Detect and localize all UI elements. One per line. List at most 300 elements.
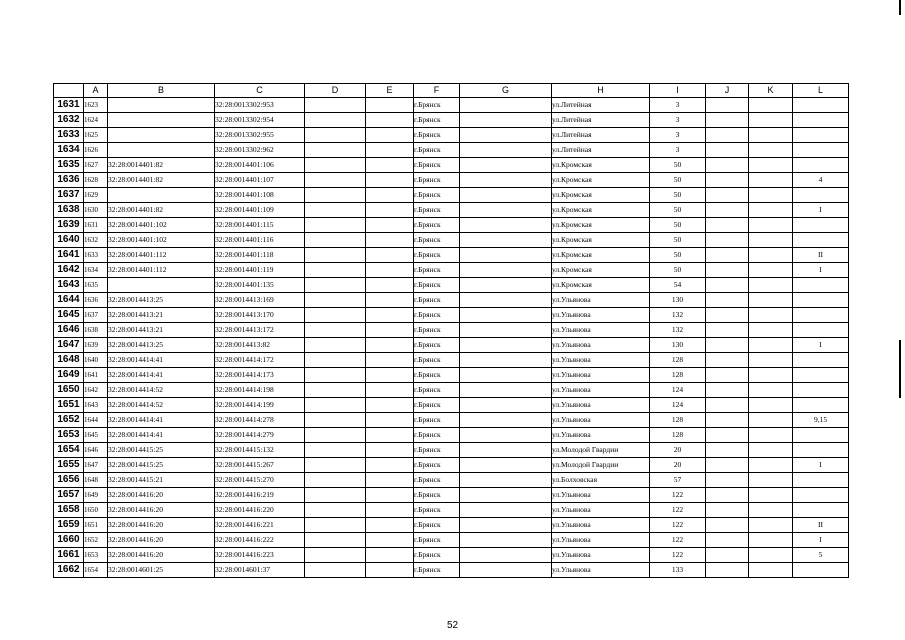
cell-f: г.Брянск <box>414 158 460 173</box>
cell-k <box>749 248 793 263</box>
cell-a: 1642 <box>84 383 108 398</box>
cell-d <box>305 113 366 128</box>
cell-c: 32:28:0014414:199 <box>215 398 305 413</box>
row-number-cell: 1631 <box>54 98 84 113</box>
cell-i: 128 <box>650 368 706 383</box>
cell-a: 1635 <box>84 278 108 293</box>
cell-a: 1639 <box>84 338 108 353</box>
table-row <box>54 293 849 308</box>
cell-b: 32:28:0014414:41 <box>108 413 215 428</box>
cell-k <box>749 518 793 533</box>
cell-b <box>108 188 215 203</box>
cell-a: 1628 <box>84 173 108 188</box>
cell-k <box>749 113 793 128</box>
table-row <box>54 368 849 383</box>
cell-b: 32:28:0014401:82 <box>108 158 215 173</box>
cell-g <box>460 158 552 173</box>
table-row <box>54 548 849 563</box>
table-row <box>54 503 849 518</box>
cell-j <box>706 443 749 458</box>
table-row <box>54 473 849 488</box>
cell-h: ул.Литейная <box>552 113 650 128</box>
cell-i: 54 <box>650 278 706 293</box>
cell-l <box>793 188 849 203</box>
cell-d <box>305 458 366 473</box>
cell-j <box>706 158 749 173</box>
table-row <box>54 458 849 473</box>
cell-c: 32:28:0013302:953 <box>215 98 305 113</box>
cell-k <box>749 443 793 458</box>
cell-g <box>460 533 552 548</box>
cell-b: 32:28:0014414:41 <box>108 368 215 383</box>
cell-k <box>749 293 793 308</box>
cell-c: 32:28:0013302:962 <box>215 143 305 158</box>
row-number-cell: 1659 <box>54 518 84 533</box>
cell-l <box>793 323 849 338</box>
column-header-e: E <box>366 84 414 98</box>
cell-d <box>305 368 366 383</box>
cell-b: 32:28:0014413:25 <box>108 293 215 308</box>
cell-h: ул.Кромская <box>552 203 650 218</box>
cell-i: 50 <box>650 203 706 218</box>
cell-j <box>706 563 749 578</box>
cell-i: 3 <box>650 128 706 143</box>
cell-l: I <box>793 203 849 218</box>
cell-g <box>460 203 552 218</box>
cell-d <box>305 143 366 158</box>
cell-l: II <box>793 248 849 263</box>
cell-l <box>793 278 849 293</box>
cell-c: 32:28:0014401:108 <box>215 188 305 203</box>
cell-h: ул.Ульянова <box>552 368 650 383</box>
cell-k <box>749 263 793 278</box>
cell-e <box>366 353 414 368</box>
cell-h: ул.Литейная <box>552 143 650 158</box>
cell-j <box>706 338 749 353</box>
cell-l <box>793 353 849 368</box>
row-number-cell: 1638 <box>54 203 84 218</box>
row-number-cell: 1636 <box>54 173 84 188</box>
cell-a: 1626 <box>84 143 108 158</box>
cell-c: 32:28:0014414:198 <box>215 383 305 398</box>
cell-e <box>366 233 414 248</box>
cell-l <box>793 383 849 398</box>
row-number-cell: 1645 <box>54 308 84 323</box>
cell-e <box>366 368 414 383</box>
cell-l <box>793 143 849 158</box>
cell-i: 20 <box>650 443 706 458</box>
cell-b: 32:28:0014401:102 <box>108 218 215 233</box>
cell-j <box>706 278 749 293</box>
cell-f: г.Брянск <box>414 218 460 233</box>
cell-k <box>749 488 793 503</box>
cell-h: ул.Молодой Гвардии <box>552 458 650 473</box>
cell-k <box>749 203 793 218</box>
table-row <box>54 428 849 443</box>
row-number-cell: 1657 <box>54 488 84 503</box>
cell-e <box>366 203 414 218</box>
row-number-cell: 1639 <box>54 218 84 233</box>
cell-a: 1624 <box>84 113 108 128</box>
cell-i: 124 <box>650 383 706 398</box>
cell-k <box>749 323 793 338</box>
cell-b <box>108 143 215 158</box>
cell-f: г.Брянск <box>414 428 460 443</box>
cell-l <box>793 293 849 308</box>
cell-h: ул.Ульянова <box>552 323 650 338</box>
cell-j <box>706 308 749 323</box>
cell-i: 122 <box>650 488 706 503</box>
cell-h: ул.Кромская <box>552 278 650 293</box>
cell-e <box>366 428 414 443</box>
cell-e <box>366 158 414 173</box>
cell-g <box>460 458 552 473</box>
cell-k <box>749 278 793 293</box>
cell-d <box>305 548 366 563</box>
cell-e <box>366 263 414 278</box>
cell-d <box>305 173 366 188</box>
cell-l: I <box>793 263 849 278</box>
cell-k <box>749 143 793 158</box>
cell-e <box>366 488 414 503</box>
cell-e <box>366 278 414 293</box>
cell-c: 32:28:0014401:115 <box>215 218 305 233</box>
cell-e <box>366 533 414 548</box>
cell-g <box>460 188 552 203</box>
cell-b: 32:28:0014415:25 <box>108 443 215 458</box>
cell-l <box>793 128 849 143</box>
cell-d <box>305 353 366 368</box>
column-header-b: B <box>108 84 215 98</box>
cell-e <box>366 503 414 518</box>
cell-j <box>706 353 749 368</box>
cell-l <box>793 158 849 173</box>
cell-g <box>460 353 552 368</box>
cell-h: ул.Ульянова <box>552 308 650 323</box>
cell-f: г.Брянск <box>414 188 460 203</box>
cell-k <box>749 338 793 353</box>
cell-f: г.Брянск <box>414 443 460 458</box>
cell-b: 32:28:0014415:21 <box>108 473 215 488</box>
cell-e <box>366 248 414 263</box>
cell-f: г.Брянск <box>414 488 460 503</box>
cell-i: 122 <box>650 518 706 533</box>
row-number-cell: 1633 <box>54 128 84 143</box>
cell-k <box>749 233 793 248</box>
cell-c: 32:28:0014415:270 <box>215 473 305 488</box>
cell-l: I <box>793 458 849 473</box>
cell-c: 32:28:0014416:221 <box>215 518 305 533</box>
cell-e <box>366 398 414 413</box>
cell-a: 1638 <box>84 323 108 338</box>
cell-k <box>749 368 793 383</box>
cell-a: 1644 <box>84 413 108 428</box>
cell-f: г.Брянск <box>414 533 460 548</box>
cell-j <box>706 383 749 398</box>
cell-b: 32:28:0014401:82 <box>108 203 215 218</box>
cell-c: 32:28:0014401:135 <box>215 278 305 293</box>
cell-i: 133 <box>650 563 706 578</box>
table-row <box>54 413 849 428</box>
cell-l <box>793 563 849 578</box>
cell-f: г.Брянск <box>414 353 460 368</box>
cell-d <box>305 383 366 398</box>
cell-b: 32:28:0014416:20 <box>108 503 215 518</box>
cell-k <box>749 218 793 233</box>
row-number-cell: 1652 <box>54 413 84 428</box>
table-row <box>54 518 849 533</box>
cell-h: ул.Кромская <box>552 158 650 173</box>
row-number-cell: 1655 <box>54 458 84 473</box>
table-row <box>54 323 849 338</box>
cell-f: г.Брянск <box>414 548 460 563</box>
cell-k <box>749 173 793 188</box>
column-header-l: L <box>793 84 849 98</box>
cell-a: 1630 <box>84 203 108 218</box>
cell-g <box>460 233 552 248</box>
cell-a: 1631 <box>84 218 108 233</box>
cell-c: 32:28:0014414:173 <box>215 368 305 383</box>
cell-d <box>305 308 366 323</box>
cell-g <box>460 308 552 323</box>
cell-l: II <box>793 518 849 533</box>
cell-i: 50 <box>650 158 706 173</box>
row-number-cell: 1650 <box>54 383 84 398</box>
row-number-cell: 1658 <box>54 503 84 518</box>
table-row <box>54 233 849 248</box>
table-row <box>54 563 849 578</box>
cell-i: 50 <box>650 248 706 263</box>
column-header-g: G <box>460 84 552 98</box>
cell-h: ул.Ульянова <box>552 353 650 368</box>
table-row <box>54 158 849 173</box>
cell-i: 50 <box>650 233 706 248</box>
cell-e <box>366 323 414 338</box>
cell-g <box>460 368 552 383</box>
cell-f: г.Брянск <box>414 458 460 473</box>
cell-g <box>460 398 552 413</box>
cell-j <box>706 548 749 563</box>
cell-a: 1623 <box>84 98 108 113</box>
column-header-j: J <box>706 84 749 98</box>
cell-d <box>305 233 366 248</box>
cell-a: 1632 <box>84 233 108 248</box>
cell-b: 32:28:0014413:21 <box>108 323 215 338</box>
cell-f: г.Брянск <box>414 503 460 518</box>
cell-l <box>793 443 849 458</box>
data-table <box>53 83 849 578</box>
cell-j <box>706 248 749 263</box>
cell-i: 3 <box>650 98 706 113</box>
cell-k <box>749 98 793 113</box>
page-number: 52 <box>446 620 459 631</box>
cell-g <box>460 218 552 233</box>
cell-k <box>749 413 793 428</box>
cell-c: 32:28:0014401:116 <box>215 233 305 248</box>
cell-c: 32:28:0014413:172 <box>215 323 305 338</box>
cell-h: ул.Кромская <box>552 263 650 278</box>
cell-e <box>366 443 414 458</box>
cell-c: 32:28:0014416:223 <box>215 548 305 563</box>
cell-a: 1634 <box>84 263 108 278</box>
cell-e <box>366 473 414 488</box>
cell-k <box>749 503 793 518</box>
table-row <box>54 278 849 293</box>
cell-j <box>706 518 749 533</box>
cell-a: 1649 <box>84 488 108 503</box>
cell-b: 32:28:0014401:112 <box>108 263 215 278</box>
table-row <box>54 443 849 458</box>
row-number-cell: 1646 <box>54 323 84 338</box>
cell-a: 1641 <box>84 368 108 383</box>
cell-c: 32:28:0014415:132 <box>215 443 305 458</box>
cell-h: ул.Ульянова <box>552 293 650 308</box>
cell-h: ул.Ульянова <box>552 518 650 533</box>
cell-k <box>749 308 793 323</box>
cell-b: 32:28:0014416:20 <box>108 518 215 533</box>
row-number-cell: 1640 <box>54 233 84 248</box>
table-row <box>54 128 849 143</box>
cell-c: 32:28:0014416:219 <box>215 488 305 503</box>
cell-l <box>793 428 849 443</box>
cell-h: ул.Ульянова <box>552 488 650 503</box>
cell-l: 9,15 <box>793 413 849 428</box>
cell-f: г.Брянск <box>414 323 460 338</box>
cell-d <box>305 278 366 293</box>
cell-f: г.Брянск <box>414 308 460 323</box>
cell-i: 50 <box>650 188 706 203</box>
cell-k <box>749 188 793 203</box>
cell-l <box>793 473 849 488</box>
cell-d <box>305 518 366 533</box>
cell-c: 32:28:0014413:169 <box>215 293 305 308</box>
row-number-cell: 1654 <box>54 443 84 458</box>
cell-e <box>366 173 414 188</box>
cell-e <box>366 113 414 128</box>
cell-j <box>706 293 749 308</box>
cell-h: ул.Ульянова <box>552 503 650 518</box>
cell-k <box>749 473 793 488</box>
cell-j <box>706 473 749 488</box>
cell-l <box>793 368 849 383</box>
cell-d <box>305 488 366 503</box>
cell-e <box>366 458 414 473</box>
cell-a: 1651 <box>84 518 108 533</box>
cell-h: ул.Болховская <box>552 473 650 488</box>
cell-g <box>460 98 552 113</box>
cell-g <box>460 503 552 518</box>
cell-j <box>706 413 749 428</box>
cell-f: г.Брянск <box>414 143 460 158</box>
row-number-cell: 1648 <box>54 353 84 368</box>
cell-k <box>749 533 793 548</box>
cell-l <box>793 113 849 128</box>
cell-d <box>305 263 366 278</box>
cell-h: ул.Ульянова <box>552 413 650 428</box>
cell-k <box>749 458 793 473</box>
cell-c: 32:28:0014416:222 <box>215 533 305 548</box>
row-number-cell: 1653 <box>54 428 84 443</box>
cell-e <box>366 383 414 398</box>
cell-h: ул.Ульянова <box>552 428 650 443</box>
cell-k <box>749 563 793 578</box>
cell-h: ул.Молодой Гвардии <box>552 443 650 458</box>
cell-j <box>706 323 749 338</box>
cell-g <box>460 488 552 503</box>
row-number-cell: 1641 <box>54 248 84 263</box>
cell-a: 1652 <box>84 533 108 548</box>
cell-c: 32:28:0014601:37 <box>215 563 305 578</box>
cell-i: 122 <box>650 503 706 518</box>
cell-d <box>305 158 366 173</box>
cell-g <box>460 473 552 488</box>
cell-b: 32:28:0014416:20 <box>108 488 215 503</box>
cell-l <box>793 218 849 233</box>
cell-j <box>706 143 749 158</box>
cell-b: 32:28:0014414:41 <box>108 428 215 443</box>
table-row <box>54 98 849 113</box>
cell-l <box>793 488 849 503</box>
cell-k <box>749 548 793 563</box>
cell-f: г.Брянск <box>414 278 460 293</box>
table-row <box>54 143 849 158</box>
cell-e <box>366 98 414 113</box>
cell-f: г.Брянск <box>414 383 460 398</box>
cell-k <box>749 428 793 443</box>
cell-e <box>366 188 414 203</box>
cell-b: 32:28:0014416:20 <box>108 548 215 563</box>
cell-b <box>108 113 215 128</box>
cell-c: 32:28:0014401:118 <box>215 248 305 263</box>
cell-g <box>460 248 552 263</box>
cell-g <box>460 293 552 308</box>
cell-i: 132 <box>650 323 706 338</box>
cell-i: 130 <box>650 293 706 308</box>
cell-i: 128 <box>650 353 706 368</box>
row-number-cell: 1651 <box>54 398 84 413</box>
cell-g <box>460 413 552 428</box>
cell-d <box>305 533 366 548</box>
cell-g <box>460 323 552 338</box>
cell-l <box>793 308 849 323</box>
cell-a: 1645 <box>84 428 108 443</box>
cell-e <box>366 413 414 428</box>
cell-d <box>305 503 366 518</box>
table-row <box>54 353 849 368</box>
cell-j <box>706 218 749 233</box>
cell-b: 32:28:0014415:25 <box>108 458 215 473</box>
cell-d <box>305 248 366 263</box>
cell-a: 1646 <box>84 443 108 458</box>
row-number-cell: 1632 <box>54 113 84 128</box>
cell-l <box>793 398 849 413</box>
cell-l: I <box>793 338 849 353</box>
cell-b: 32:28:0014414:52 <box>108 398 215 413</box>
cell-f: г.Брянск <box>414 203 460 218</box>
cell-e <box>366 548 414 563</box>
cell-j <box>706 428 749 443</box>
cell-f: г.Брянск <box>414 398 460 413</box>
cell-l <box>793 98 849 113</box>
cell-i: 50 <box>650 173 706 188</box>
cell-j <box>706 458 749 473</box>
cell-g <box>460 173 552 188</box>
cell-d <box>305 188 366 203</box>
cell-a: 1653 <box>84 548 108 563</box>
cell-j <box>706 98 749 113</box>
cell-f: г.Брянск <box>414 128 460 143</box>
cell-d <box>305 563 366 578</box>
